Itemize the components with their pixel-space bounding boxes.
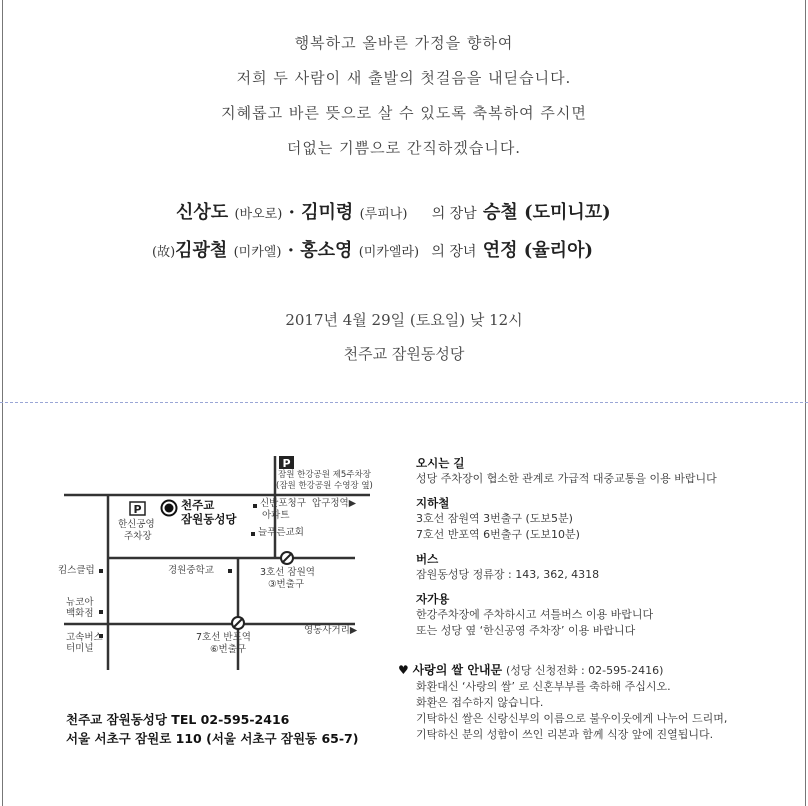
rice-notice-phone: (성당 신청전화 : 02-595-2416) <box>505 664 664 677</box>
directions-title: 오시는 길 <box>416 456 465 470</box>
svg-text:P: P <box>133 503 142 516</box>
subway-jamwon-icon <box>281 552 293 564</box>
subway-banpo-icon <box>232 617 244 629</box>
bride-separator: · <box>287 240 294 261</box>
jamwon-station-label-1: 3호선 잠원역 <box>260 567 315 578</box>
banpo-station-label-1: 7호선 반포역 <box>196 632 251 643</box>
jamwon-station-label-2: ③번출구 <box>268 579 305 590</box>
parking-left-label-2: 주차장 <box>124 531 152 542</box>
rice-notice-heading <box>398 661 663 678</box>
subway-title: 지하철 <box>416 496 450 510</box>
rice-line-3: 기탁하신 쌀은 신랑신부의 이름으로 불우이웃에게 나누어 드리며, <box>416 712 728 725</box>
wedding-datetime: 2017년 4월 29일 (토요일) 낮 12시 <box>285 311 523 329</box>
greeting-line-3: 지혜롭고 바른 뜻으로 살 수 있도록 축복하여 주시면 <box>221 104 587 122</box>
bride-mother: 홍소영 <box>300 240 353 261</box>
bride-father-baptismal: (미카엘) <box>233 245 282 260</box>
bride-relation: 의 장녀 <box>431 244 477 260</box>
groom-family-line <box>176 198 611 224</box>
church-address: 서울 서초구 잠원로 110 (서울 서초구 잠원동 65-7) <box>66 731 359 746</box>
rice-line-1: 화환대신 ‘사랑의 쌀’ 로 신혼부부를 축하해 주십시오. <box>416 680 671 693</box>
kims-club-label: 킴스클럽 <box>58 565 95 576</box>
groom-relation: 의 장남 <box>431 206 477 222</box>
sinbanpo-label-1: 신반포청구 <box>260 498 306 509</box>
directions-desc: 성당 주차장이 협소한 관계로 가급적 대중교통을 이용 바랍니다 <box>416 472 717 485</box>
bride-mother-baptismal: (미카엘라) <box>358 245 420 260</box>
car-info-1: 한강주차장에 주차하시고 셔틀버스 이용 바랍니다 <box>416 608 654 621</box>
greeting-line-1: 행복하고 올바른 가정을 향하여 <box>294 34 514 52</box>
subway-line-7: 7호선 반포역 6번출구 (도보10분) <box>416 528 580 541</box>
kyungwon-school-label: 경원중학교 <box>168 565 214 576</box>
car-title: 자가용 <box>416 592 450 606</box>
parking-top-icon <box>279 456 294 470</box>
groom-name: 승철 <box>483 202 518 223</box>
yeongdong-label: 영동사거리▶ <box>304 625 358 636</box>
banpo-station-label-2: ⑥번출구 <box>210 644 247 655</box>
groom-separator: · <box>288 202 295 223</box>
groom-father: 신상도 <box>176 202 229 223</box>
church-contact: 천주교 잠원동성당 TEL 02-595-2416 <box>66 712 290 727</box>
directions-block <box>416 455 717 639</box>
cut-line <box>0 402 808 403</box>
groom-mother: 김미령 <box>301 202 354 223</box>
car-info-2: 또는 성당 옆 ‘한신공영 주차장’ 이용 바랍니다 <box>416 624 636 637</box>
bride-baptismal: (율리아) <box>523 240 593 261</box>
groom-mother-baptismal: (루피나) <box>359 207 408 222</box>
heart-icon: ♥ <box>398 663 409 677</box>
groom-baptismal: (도미니꼬) <box>524 202 611 223</box>
deceased-mark: (故) <box>152 245 176 260</box>
newcore-label-1: 뉴코아 <box>66 597 94 608</box>
express-bus-label-1: 고속버스 <box>66 632 103 643</box>
greeting-line-2: 저희 두 사람이 새 출발의 첫걸음을 내딛습니다. <box>236 69 572 87</box>
greeting-line-4: 더없는 기쁨으로 간직하겠습니다. <box>286 139 522 157</box>
location-map <box>0 440 400 670</box>
bride-name: 연정 <box>482 240 518 261</box>
bride-family-line <box>152 236 593 262</box>
express-bus-label-2: 터미널 <box>66 643 94 654</box>
neulpureun-church-label: 늘푸른교회 <box>258 527 304 538</box>
parking-top-label-1: 잠원 한강공원 제5주차장 <box>278 470 371 480</box>
church-name-2: 잠원동성당 <box>181 512 237 526</box>
wedding-venue: 천주교 잠원동성당 <box>343 345 465 363</box>
parking-left-icon <box>130 502 145 516</box>
rice-notice-title: 사랑의 쌀 안내문 <box>412 663 503 677</box>
rice-line-2: 화환은 접수하지 않습니다. <box>416 696 544 709</box>
parking-top-label-2: (잠원 한강공원 수영장 옆) <box>276 481 373 491</box>
svg-text:P: P <box>282 457 291 470</box>
groom-father-baptismal: (바오로) <box>234 207 283 222</box>
bride-father: 김광철 <box>175 240 228 261</box>
church-name-1: 천주교 <box>181 498 215 512</box>
parking-left-label-1: 한신공영 <box>118 519 155 530</box>
bus-info: 잠원동성당 정류장 : 143, 362, 4318 <box>416 568 600 581</box>
subway-line-3: 3호선 잠원역 3번출구 (도보5분) <box>416 512 573 525</box>
rice-line-4: 기탁하신 분의 성함이 쓰인 리본과 함께 식장 앞에 진열됩니다. <box>416 728 714 741</box>
church-location-icon <box>162 501 177 516</box>
bus-title: 버스 <box>416 552 439 566</box>
apgujeong-label: 압구정역▶ <box>312 498 357 509</box>
rice-notice-body <box>416 679 727 743</box>
newcore-label-2: 백화점 <box>66 608 94 619</box>
sinbanpo-label-2: 아파트 <box>262 510 290 521</box>
